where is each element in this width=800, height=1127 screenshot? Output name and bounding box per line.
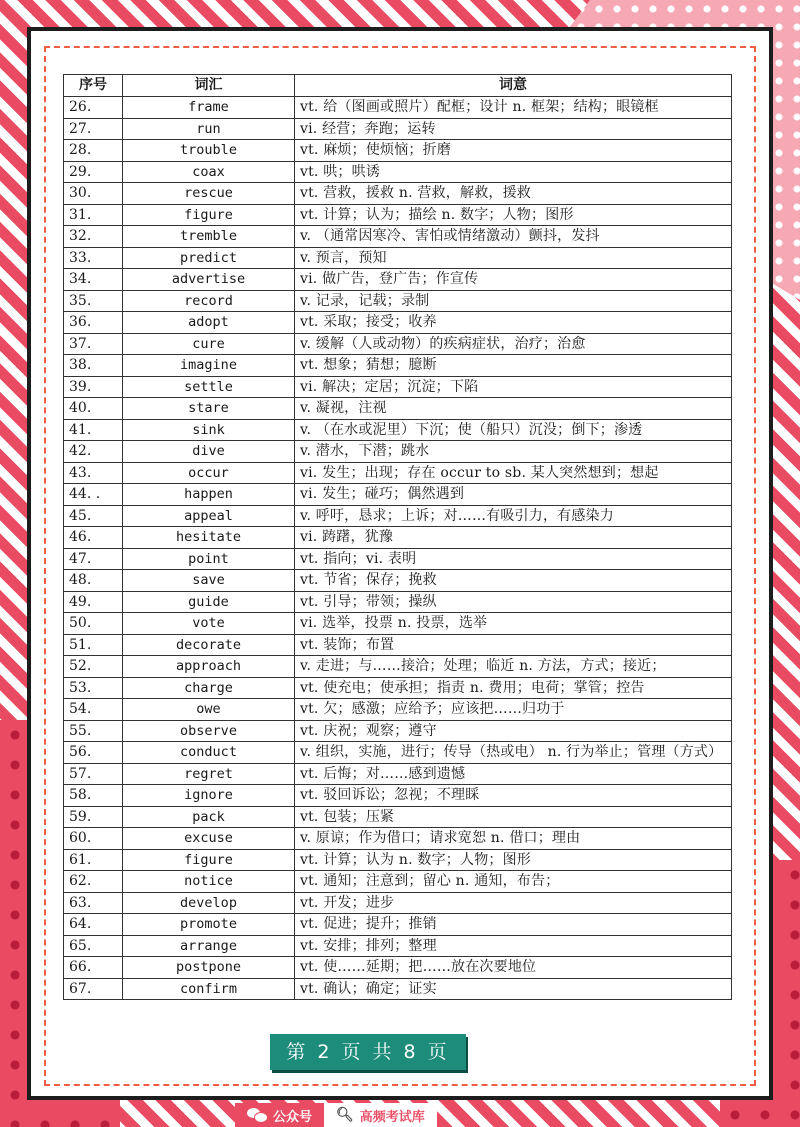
row-number: 45.: [64, 505, 123, 527]
table-row: [64, 161, 732, 183]
row-word: dive: [123, 441, 295, 463]
table-row: [64, 118, 732, 140]
row-word: notice: [123, 871, 295, 893]
table-row: [64, 226, 732, 248]
row-word: approach: [123, 656, 295, 678]
row-word: develop: [123, 892, 295, 914]
row-word: conduct: [123, 742, 295, 764]
row-meaning: vi. 发生；出现；存在 occur to sb. 某人突然想到；想起: [295, 462, 732, 484]
row-word: run: [123, 118, 295, 140]
row-meaning: v. 组织，实施，进行；传导（热或电） n. 行为举止；管理（方式）: [295, 742, 732, 764]
row-meaning: vt. 包装；压紧: [295, 806, 732, 828]
row-number: 34.: [64, 269, 123, 291]
row-meaning: vi. 做广告，登广告；作宣传: [295, 269, 732, 291]
row-number: 30.: [64, 183, 123, 205]
table-row: [64, 183, 732, 205]
row-meaning: vt. 计算；认为；描绘 n. 数字；人物；图形: [295, 204, 732, 226]
header-meaning: 词意: [295, 75, 732, 97]
row-meaning: vi. 发生；碰巧；偶然遇到: [295, 484, 732, 506]
row-number: 67.: [64, 978, 123, 1000]
table-row: [64, 957, 732, 979]
table-row: [64, 634, 732, 656]
row-meaning: vt. 营救，援救 n. 营救，解救，援救: [295, 183, 732, 205]
row-number: 60.: [64, 828, 123, 850]
row-word: charge: [123, 677, 295, 699]
row-word: predict: [123, 247, 295, 269]
table-row: [64, 591, 732, 613]
wechat-icon: [247, 1108, 267, 1122]
table-row: [64, 527, 732, 549]
row-meaning: vi. 踌躇，犹豫: [295, 527, 732, 549]
row-number: 37.: [64, 333, 123, 355]
row-meaning: vt. 麻烦；使烦恼；折磨: [295, 140, 732, 162]
row-number: 50.: [64, 613, 123, 635]
row-number: 63.: [64, 892, 123, 914]
row-meaning: vt. 给（图画或照片）配框；设计 n. 框架；结构；眼镜框: [295, 97, 732, 119]
table-row: [64, 97, 732, 119]
row-number: 35.: [64, 290, 123, 312]
table-row: [64, 914, 732, 936]
row-number: 58.: [64, 785, 123, 807]
wechat-badge: [235, 1103, 324, 1127]
table-row: [64, 806, 732, 828]
row-meaning: vt. 哄；哄诱: [295, 161, 732, 183]
row-number: 31.: [64, 204, 123, 226]
table-row: [64, 871, 732, 893]
footer-bar: [235, 1103, 437, 1127]
row-word: rescue: [123, 183, 295, 205]
row-number: 32.: [64, 226, 123, 248]
table-row: [64, 484, 732, 506]
table-row: [64, 355, 732, 377]
row-word: decorate: [123, 634, 295, 656]
row-meaning: vt. 使充电；使承担；指责 n. 费用；电荷；掌管；控告: [295, 677, 732, 699]
row-meaning: vi. 经营；奔跑；运转: [295, 118, 732, 140]
row-meaning: vt. 指向；vi. 表明: [295, 548, 732, 570]
row-word: ignore: [123, 785, 295, 807]
row-number: 55.: [64, 720, 123, 742]
row-word: excuse: [123, 828, 295, 850]
row-meaning: vi. 选举，投票 n. 投票，选举: [295, 613, 732, 635]
row-word: owe: [123, 699, 295, 721]
row-meaning: v. （通常因寒冷、害怕或情绪激动）颤抖，发抖: [295, 226, 732, 248]
row-word: occur: [123, 462, 295, 484]
row-number: 40.: [64, 398, 123, 420]
page-indicator: 第 2 页 共 8 页: [270, 1034, 466, 1070]
row-number: 52.: [64, 656, 123, 678]
row-number: 28.: [64, 140, 123, 162]
row-meaning: v. 原谅；作为借口；请求宽恕 n. 借口；理由: [295, 828, 732, 850]
row-word: hesitate: [123, 527, 295, 549]
table-row: [64, 828, 732, 850]
row-word: frame: [123, 97, 295, 119]
table-row: [64, 720, 732, 742]
table-row: [64, 376, 732, 398]
row-word: save: [123, 570, 295, 592]
row-meaning: v. 凝视，注视: [295, 398, 732, 420]
row-number: 42.: [64, 441, 123, 463]
table-row: [64, 269, 732, 291]
table-row: [64, 419, 732, 441]
table-row: [64, 849, 732, 871]
row-number: 61.: [64, 849, 123, 871]
row-number: 49.: [64, 591, 123, 613]
row-number: 56.: [64, 742, 123, 764]
row-meaning: vt. 计算；认为 n. 数字；人物；图形: [295, 849, 732, 871]
row-meaning: vi. 解决；定居；沉淀；下陷: [295, 376, 732, 398]
table-row: [64, 441, 732, 463]
row-meaning: vt. 驳回诉讼；忽视；不理睬: [295, 785, 732, 807]
table-row: [64, 763, 732, 785]
row-number: 44. .: [64, 484, 123, 506]
row-word: sink: [123, 419, 295, 441]
row-meaning: vt. 节省；保存；挽救: [295, 570, 732, 592]
table-row: [64, 978, 732, 1000]
header-number: 序号: [64, 75, 123, 97]
row-number: 59.: [64, 806, 123, 828]
row-word: trouble: [123, 140, 295, 162]
table-row: [64, 140, 732, 162]
row-word: stare: [123, 398, 295, 420]
row-meaning: vt. 促进；提升；推销: [295, 914, 732, 936]
wechat-label: 公众号: [273, 1109, 313, 1125]
vocabulary-table: [63, 74, 732, 1000]
row-number: 53.: [64, 677, 123, 699]
row-number: 48.: [64, 570, 123, 592]
table-row: [64, 656, 732, 678]
row-meaning: vt. 想象；猜想；臆断: [295, 355, 732, 377]
row-meaning: vt. 使……延期；把……放在次要地位: [295, 957, 732, 979]
row-number: 43.: [64, 462, 123, 484]
search-label: 高频考试库: [359, 1109, 425, 1125]
row-meaning: vt. 庆祝；观察；遵守: [295, 720, 732, 742]
row-meaning: vt. 采取；接受；收养: [295, 312, 732, 334]
row-word: figure: [123, 204, 295, 226]
row-number: 27.: [64, 118, 123, 140]
row-word: figure: [123, 849, 295, 871]
table-row: [64, 935, 732, 957]
row-meaning: vt. 安排；排列；整理: [295, 935, 732, 957]
row-word: record: [123, 290, 295, 312]
table-header-row: [64, 75, 732, 97]
row-meaning: v. 记录，记载；录制: [295, 290, 732, 312]
row-meaning: v. 缓解（人或动物）的疾病症状，治疗；治愈: [295, 333, 732, 355]
row-number: 57.: [64, 763, 123, 785]
row-meaning: vt. 后悔；对……感到遗憾: [295, 763, 732, 785]
row-meaning: v. 预言，预知: [295, 247, 732, 269]
table-row: [64, 548, 732, 570]
table-row: [64, 398, 732, 420]
search-badge: [324, 1103, 437, 1127]
row-word: promote: [123, 914, 295, 936]
table-row: [64, 247, 732, 269]
row-number: 41.: [64, 419, 123, 441]
row-word: appeal: [123, 505, 295, 527]
row-meaning: v. 走进；与……接洽；处理；临近 n. 方法，方式；接近；: [295, 656, 732, 678]
row-word: point: [123, 548, 295, 570]
row-meaning: vt. 装饰；布置: [295, 634, 732, 656]
search-icon: 🔍︎: [336, 1107, 354, 1123]
row-word: imagine: [123, 355, 295, 377]
row-number: 54.: [64, 699, 123, 721]
row-number: 51.: [64, 634, 123, 656]
table-row: [64, 333, 732, 355]
row-number: 33.: [64, 247, 123, 269]
table-row: [64, 462, 732, 484]
row-word: coax: [123, 161, 295, 183]
row-word: postpone: [123, 957, 295, 979]
row-meaning: vt. 确认；确定；证实: [295, 978, 732, 1000]
row-word: regret: [123, 763, 295, 785]
table-row: [64, 785, 732, 807]
row-meaning: vt. 开发；进步: [295, 892, 732, 914]
row-word: confirm: [123, 978, 295, 1000]
row-word: arrange: [123, 935, 295, 957]
row-number: 29.: [64, 161, 123, 183]
row-word: guide: [123, 591, 295, 613]
row-word: advertise: [123, 269, 295, 291]
row-word: vote: [123, 613, 295, 635]
table-row: [64, 204, 732, 226]
table-row: [64, 570, 732, 592]
row-word: settle: [123, 376, 295, 398]
row-word: tremble: [123, 226, 295, 248]
row-number: 66.: [64, 957, 123, 979]
row-number: 26.: [64, 97, 123, 119]
row-word: adopt: [123, 312, 295, 334]
row-number: 64.: [64, 914, 123, 936]
row-number: 38.: [64, 355, 123, 377]
row-number: 36.: [64, 312, 123, 334]
table-row: [64, 677, 732, 699]
row-meaning: vt. 欠；感激；应给予；应该把……归功于: [295, 699, 732, 721]
table-row: [64, 312, 732, 334]
row-meaning: vt. 通知；注意到；留心 n. 通知，布告；: [295, 871, 732, 893]
row-meaning: vt. 引导；带领；操纵: [295, 591, 732, 613]
row-word: happen: [123, 484, 295, 506]
table-row: [64, 742, 732, 764]
table-row: [64, 290, 732, 312]
table-row: [64, 699, 732, 721]
row-word: pack: [123, 806, 295, 828]
row-number: 65.: [64, 935, 123, 957]
row-meaning: v. 呼吁，恳求；上诉；对……有吸引力，有感染力: [295, 505, 732, 527]
header-word: 词汇: [123, 75, 295, 97]
row-word: cure: [123, 333, 295, 355]
row-number: 47.: [64, 548, 123, 570]
row-number: 39.: [64, 376, 123, 398]
row-number: 46.: [64, 527, 123, 549]
row-number: 62.: [64, 871, 123, 893]
row-meaning: v. （在水或泥里）下沉；使（船只）沉没；倒下；渗透: [295, 419, 732, 441]
table-row: [64, 505, 732, 527]
row-meaning: v. 潜水，下潜；跳水: [295, 441, 732, 463]
table-row: [64, 892, 732, 914]
table-row: [64, 613, 732, 635]
row-word: observe: [123, 720, 295, 742]
